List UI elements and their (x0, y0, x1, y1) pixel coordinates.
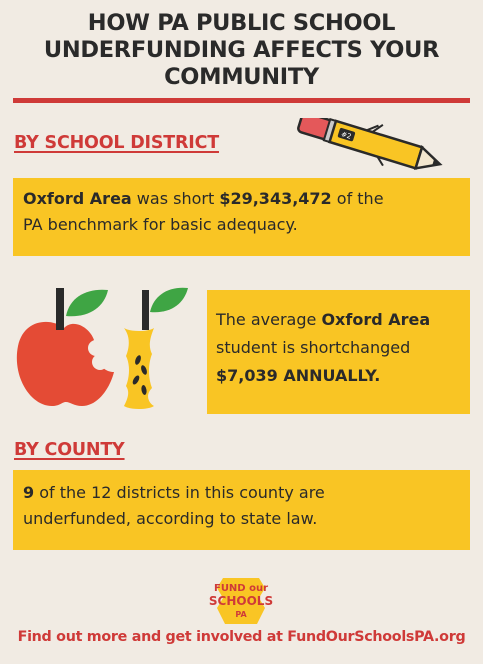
footer-link-text: Find out more and get involved at FundOurSchoolsPA.org (17, 629, 466, 645)
per-student-district-name: Oxford Area (321, 310, 431, 329)
shortfall-district-name: Oxford Area (23, 189, 132, 208)
apple-icon (12, 284, 117, 414)
county-line-2: underfunded, according to state law. (23, 509, 318, 528)
per-student-card (207, 290, 470, 414)
district-section-heading: BY SCHOOL DISTRICT (14, 133, 219, 153)
keystone-logo-icon (191, 576, 291, 626)
county-line-1 (23, 480, 470, 506)
logo-line-3: PA (235, 610, 247, 619)
title-line-3: COMMUNITY (164, 64, 319, 90)
per-student-text-1: The average (216, 310, 322, 329)
shortfall-text-2: of the (331, 189, 384, 208)
county-count: 9 (23, 483, 35, 502)
logo-line-2: SCHOOLS (208, 594, 274, 608)
shortfall-line-2: PA benchmark for basic adequacy. (23, 215, 298, 234)
per-student-line-1 (216, 306, 470, 334)
pencil-label: #2 (340, 130, 353, 141)
county-text-1: of the 12 districts in this county are (34, 483, 325, 502)
per-student-line-2: student is shortchanged (216, 338, 411, 357)
title-divider (13, 98, 470, 103)
title-line-1: HOW PA PUBLIC SCHOOL (87, 10, 396, 36)
county-section-heading: BY COUNTY (14, 440, 125, 460)
apple-core-icon (114, 284, 194, 414)
title-line-2: UNDERFUNDING AFFECTS YOUR (43, 37, 440, 63)
per-student-amount: $7,039 ANNUALLY. (216, 366, 381, 385)
pencil-icon (290, 118, 470, 178)
shortfall-text-1: was short (131, 189, 220, 208)
district-shortfall-card (13, 178, 470, 256)
county-card (13, 470, 470, 550)
shortfall-line-1 (23, 186, 470, 212)
page-title (0, 10, 483, 91)
shortfall-amount: $29,343,472 (219, 189, 332, 208)
logo-line-1: FUND our (213, 583, 269, 594)
